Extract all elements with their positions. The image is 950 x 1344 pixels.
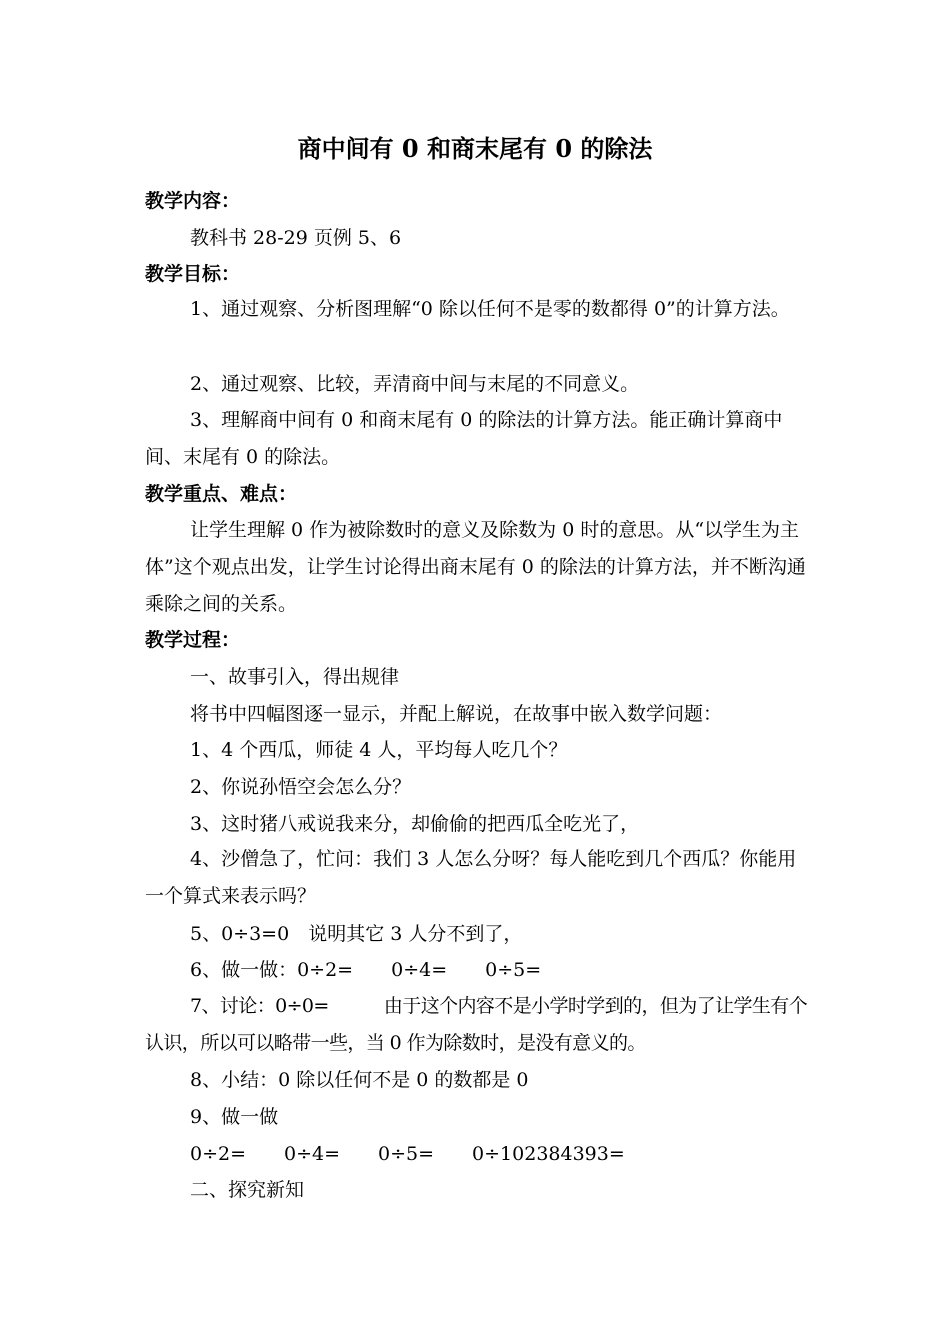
key-points-text: 让学生理解 0 作为被除数时的意义及除数为 0 时的意思。从“以学生为主体”这个观点出发，让学生讨论得出商末尾有 0 的除法的计算方法，并不断沟通乘除之间的关系。	[145, 519, 806, 615]
process-question-3: 3、这时猪八戒说我来分，却偷偷的把西瓜全吃光了，	[190, 813, 640, 835]
heading-teaching-goals: 教学目标：	[145, 263, 241, 285]
heading-key-points: 教学重点、难点：	[145, 483, 298, 505]
document-title: 商中间有 0 和商末尾有 0 的除法	[297, 134, 653, 163]
process-question-2: 2、你说孙悟空会怎么分？	[190, 776, 412, 798]
heading-teaching-content: 教学内容：	[145, 190, 241, 212]
process-question-8: 8、小结：0 除以任何不是 0 的数都是 0	[190, 1069, 529, 1091]
process-question-4: 4、沙僧急了，忙问：我们 3 人怎么分呀？每人能吃到几个西瓜？你能用一个算式来表示吗？	[145, 848, 797, 907]
teaching-content-text: 教科书 28-29 页例 5、6	[190, 227, 402, 249]
goal-item-1: 1、通过观察、分析图理解“0 除以任何不是零的数都得 0”的计算方法。	[190, 298, 790, 320]
heading-teaching-process: 教学过程：	[145, 629, 241, 651]
process-question-9-exercises: 0÷2= 0÷4= 0÷5= 0÷102384393=	[190, 1143, 625, 1165]
goal-item-3: 3、理解商中间有 0 和商末尾有 0 的除法的计算方法。能正确计算商中间、末尾有 0 的除法。	[145, 409, 783, 468]
process-part2-title: 二、探究新知	[190, 1179, 305, 1201]
process-intro: 将书中四幅图逐一显示，并配上解说，在故事中嵌入数学问题：	[190, 703, 723, 725]
process-question-7: 7、讨论：0÷0= 由于这个内容不是小学时学到的，但为了让学生有个认识，所以可以略带一些，当 0 作为除数时，是没有意义的。	[145, 995, 808, 1054]
process-question-6: 6、做一做：0÷2= 0÷4= 0÷5=	[190, 959, 542, 981]
process-question-5: 5、0÷3=0 说明其它 3 人分不到了，	[190, 923, 523, 945]
process-question-9: 9、做一做	[190, 1106, 279, 1128]
goal-item-2: 2、通过观察、比较，弄清商中间与末尾的不同意义。	[190, 373, 640, 395]
process-question-1: 1、4 个西瓜，师徒 4 人，平均每人吃几个？	[190, 739, 568, 761]
process-part1-title: 一、故事引入，得出规律	[190, 666, 400, 688]
